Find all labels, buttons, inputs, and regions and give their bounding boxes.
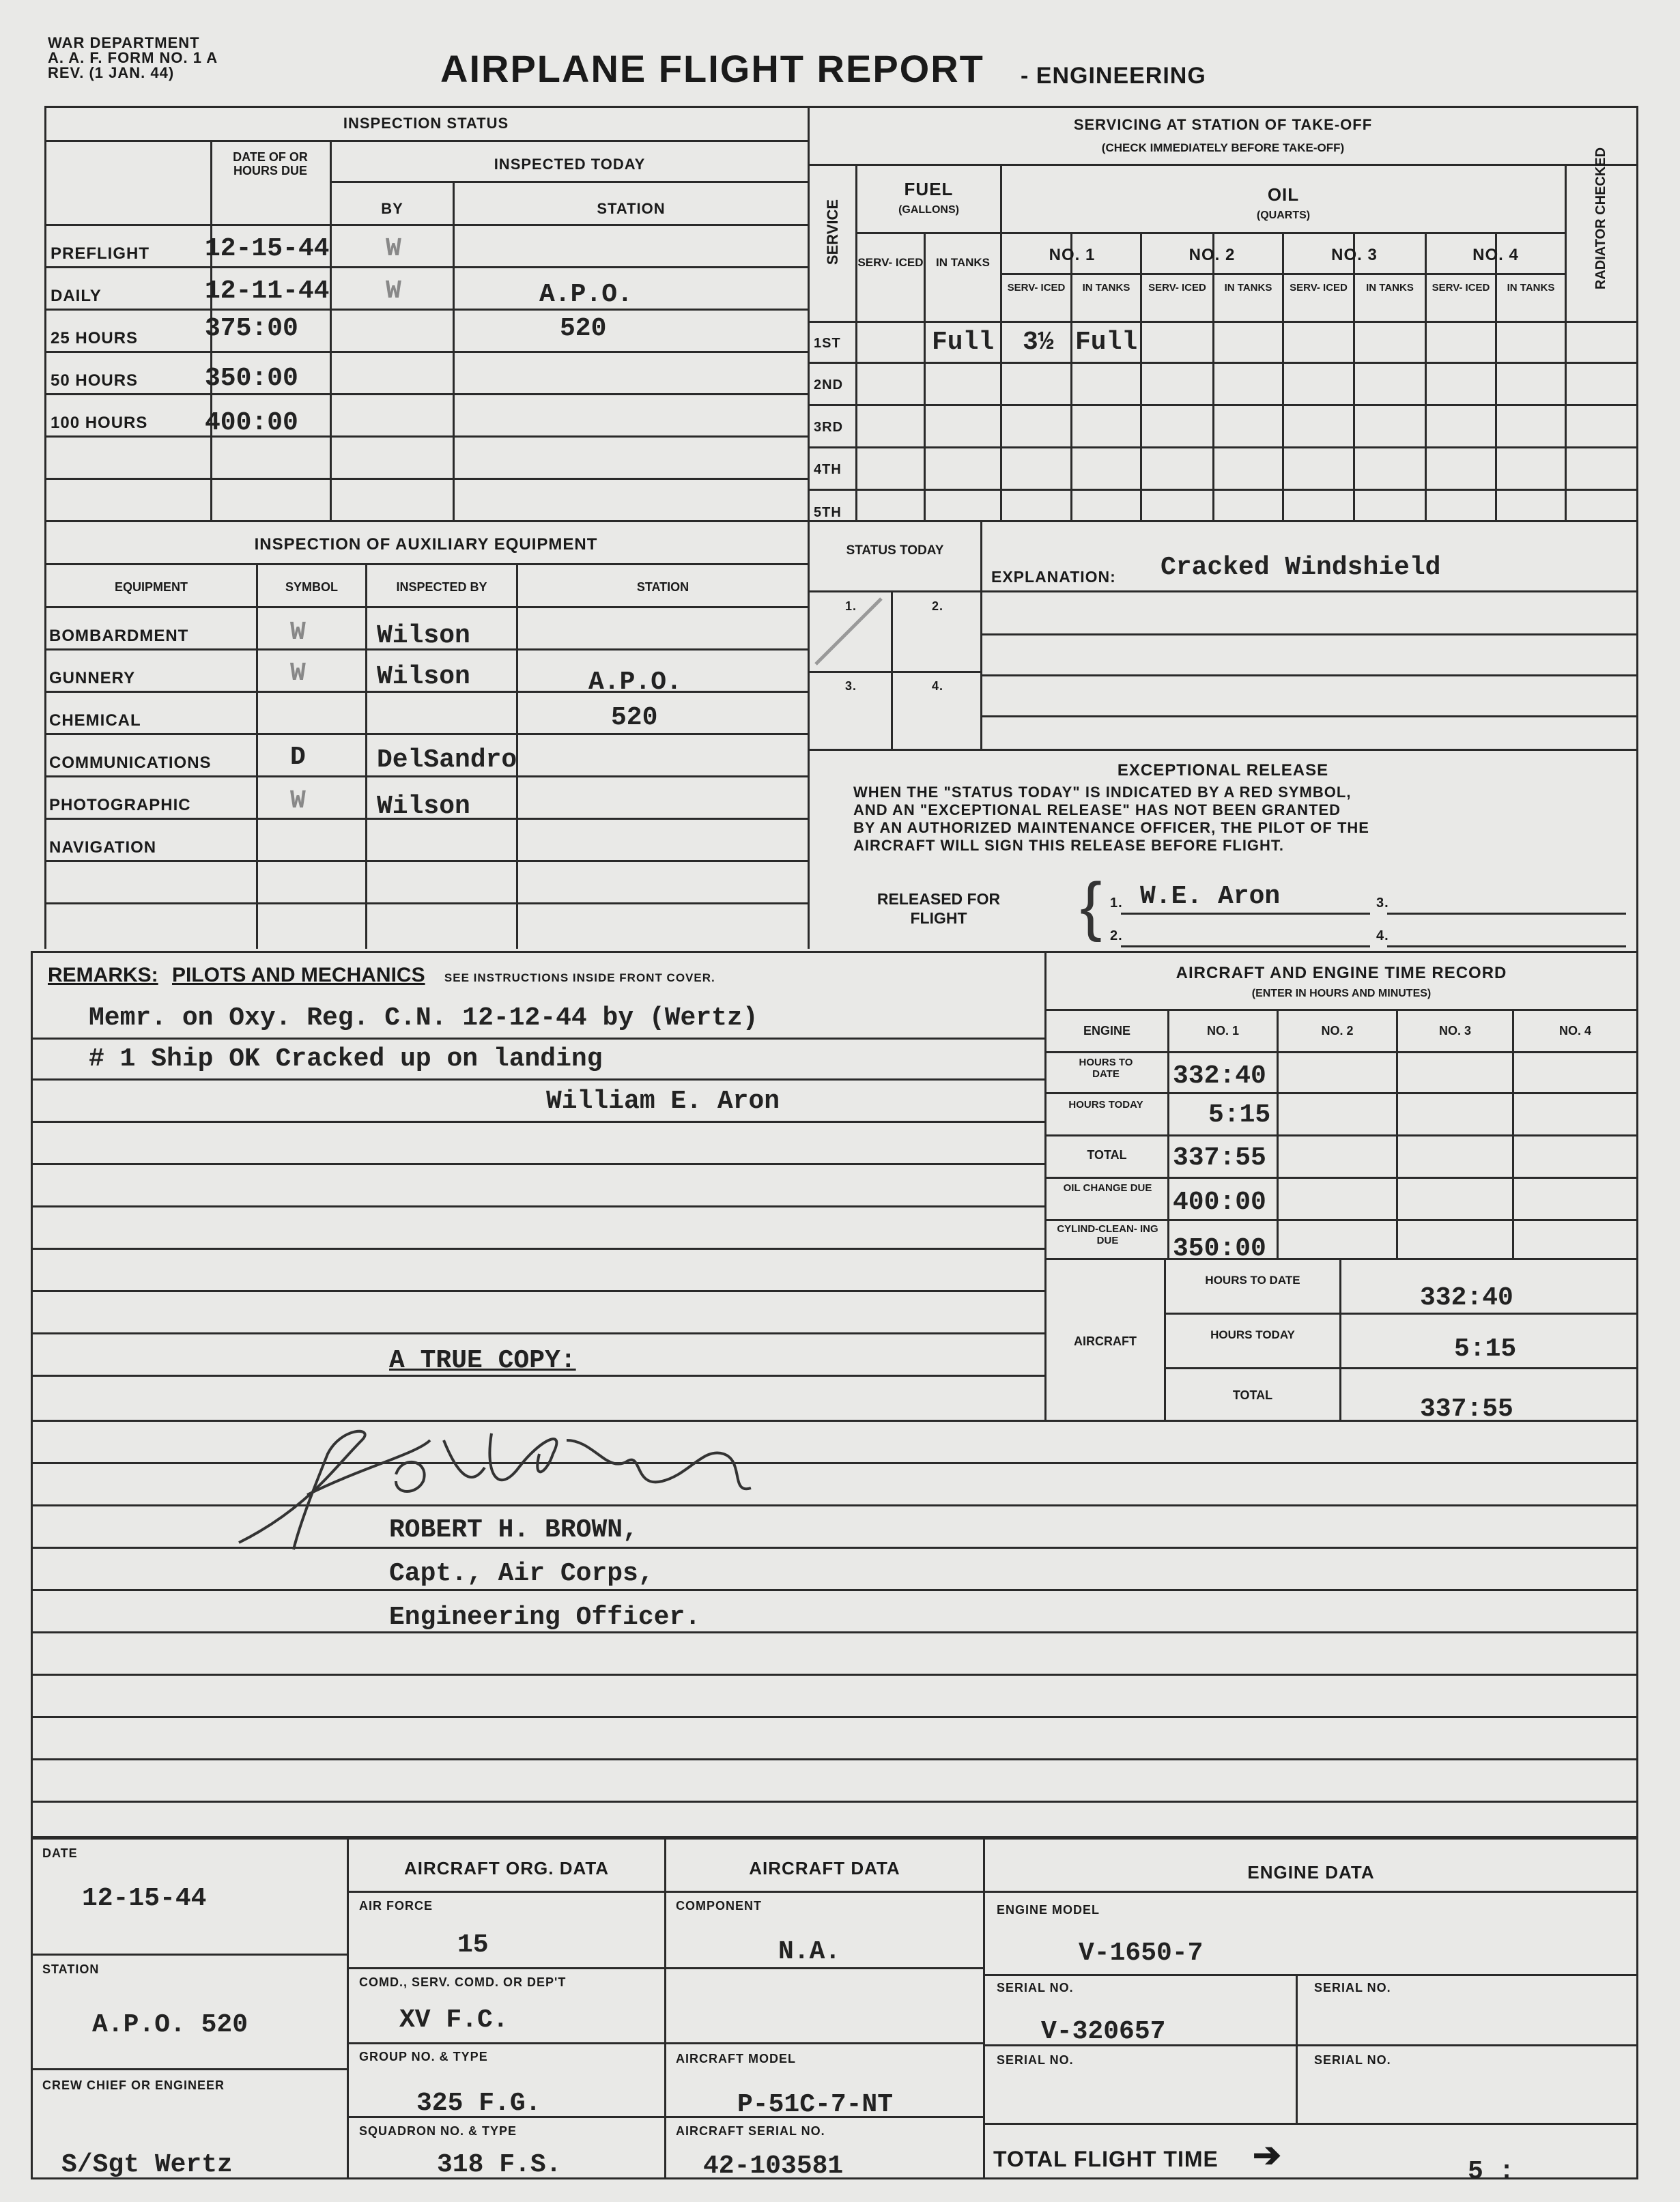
ac-hours-to-date: 332:40 bbox=[1420, 1283, 1513, 1313]
date-label: DATE bbox=[42, 1846, 78, 1860]
release-num-1: 1. bbox=[1110, 896, 1123, 911]
page-subtitle: - ENGINEERING bbox=[1021, 63, 1206, 89]
arrow-right-icon: ➔ bbox=[1253, 2136, 1281, 2174]
time-record-subtitle: (ENTER IN HOURS AND MINUTES) bbox=[1251, 988, 1432, 999]
group-value: 325 F.G. bbox=[416, 2089, 541, 2118]
er-line-3: BY AN AUTHORIZED MAINTENANCE OFFICER, THE PILOT OF THE bbox=[853, 819, 1369, 836]
total-flight-time-label: TOTAL FLIGHT TIME bbox=[993, 2147, 1219, 2171]
command-label: COMD., SERV. COMD. OR DEP'T bbox=[359, 1975, 567, 1989]
col-no4: NO. 4 bbox=[1558, 1024, 1591, 1038]
engine-model-value: V-1650-7 bbox=[1079, 1939, 1204, 1968]
row-100-hours: 100 HOURS bbox=[51, 414, 148, 432]
oil1-serviced-1st: 3½ bbox=[1023, 328, 1054, 357]
oil4-in-tanks-h: IN TANKS bbox=[1507, 282, 1555, 294]
oil-label: OIL bbox=[1267, 184, 1300, 205]
aircraft-data-title: AIRCRAFT DATA bbox=[749, 1858, 900, 1878]
fuel-unit: (GALLONS) bbox=[898, 204, 959, 216]
status-box-2: 2. bbox=[932, 599, 944, 613]
tr-oil-change: OIL CHANGE DUE bbox=[1063, 1182, 1152, 1194]
aircraft-time-label: AIRCRAFT bbox=[1074, 1334, 1137, 1348]
col-aux-station: STATION bbox=[636, 580, 689, 594]
daily-station: A.P.O. bbox=[539, 280, 633, 309]
engine-data-title: ENGINE DATA bbox=[1247, 1862, 1375, 1883]
tr-no1-hours-to-date: 332:40 bbox=[1173, 1061, 1266, 1091]
row-5th: 5TH bbox=[814, 505, 842, 520]
ac-hours-today-label: HOURS TODAY bbox=[1210, 1328, 1295, 1341]
crew-label: CREW CHIEF OR ENGINEER bbox=[42, 2078, 225, 2092]
ac-total: 337:55 bbox=[1420, 1395, 1513, 1424]
released-for-flight-label bbox=[846, 889, 1031, 928]
engine-serial-label-1: SERIAL NO. bbox=[997, 1981, 1074, 1994]
component-value: N.A. bbox=[778, 1937, 841, 1967]
oil1-serviced-h: SERV- ICED bbox=[1007, 282, 1066, 294]
officer-name: ROBERT H. BROWN, bbox=[389, 1515, 638, 1545]
oil-no-2: NO. 2 bbox=[1188, 246, 1236, 264]
aircraft-serial-value: 42-103581 bbox=[703, 2151, 844, 2181]
col-inspected-by: INSPECTED BY bbox=[396, 580, 487, 594]
servicing-title: SERVICING AT STATION OF TAKE-OFF bbox=[1073, 116, 1373, 133]
preflight-by: W bbox=[386, 234, 401, 263]
fuel-in-tanks: IN TANKS bbox=[935, 256, 990, 269]
er-line-4: AIRCRAFT WILL SIGN THIS RELEASE BEFORE FLIGHT. bbox=[853, 837, 1285, 854]
tr-total: TOTAL bbox=[1087, 1148, 1127, 1162]
eq-bombardment: BOMBARDMENT bbox=[49, 627, 189, 645]
aircraft-serial-label: AIRCRAFT SERIAL NO. bbox=[676, 2124, 825, 2138]
bomb-by: Wilson bbox=[377, 621, 470, 650]
oil4-serviced-h: SERV- ICED bbox=[1432, 282, 1490, 294]
status-box-1: 1. bbox=[845, 599, 857, 613]
25-hours-due: 375:00 bbox=[205, 314, 298, 343]
col-date-header: DATE OF OR HOURS DUE bbox=[233, 150, 308, 177]
remarks-line-3: William E. Aron bbox=[546, 1087, 780, 1116]
crew-value: S/Sgt Wertz bbox=[61, 2150, 233, 2179]
true-copy: A TRUE COPY: bbox=[389, 1346, 576, 1375]
ac-total-label: TOTAL bbox=[1232, 1388, 1273, 1402]
col-inspected-today: INSPECTED TODAY bbox=[494, 156, 646, 173]
col-by: BY bbox=[381, 200, 403, 217]
row-1st: 1ST bbox=[814, 336, 841, 351]
col-engine: ENGINE bbox=[1083, 1024, 1130, 1038]
exceptional-release-text bbox=[853, 784, 1369, 855]
group-label: GROUP NO. & TYPE bbox=[359, 2050, 488, 2063]
tr-no1-total: 337:55 bbox=[1173, 1143, 1266, 1173]
eq-chemical: CHEMICAL bbox=[49, 711, 141, 730]
oil-no-1: NO. 1 bbox=[1049, 246, 1096, 264]
status-box-3: 3. bbox=[845, 679, 857, 693]
col-no3: NO. 3 bbox=[1438, 1024, 1471, 1038]
tr-no1-cyl-clean: 350:00 bbox=[1173, 1234, 1266, 1263]
dept-line-1: WAR DEPARTMENT bbox=[48, 34, 200, 51]
dept-line-2: A. A. F. FORM NO. 1 A bbox=[48, 49, 218, 66]
oil3-in-tanks-h: IN TANKS bbox=[1366, 282, 1414, 294]
station-label: STATION bbox=[42, 1962, 100, 1976]
comm-symbol: D bbox=[290, 743, 306, 772]
row-25-hours: 25 HOURS bbox=[51, 329, 139, 347]
100-hours-due: 400:00 bbox=[205, 408, 298, 438]
daily-due: 12-11-44 bbox=[205, 276, 330, 306]
engine-serial-value: V-320657 bbox=[1041, 2017, 1166, 2046]
tr-hours-today: HOURS TODAY bbox=[1068, 1099, 1143, 1111]
status-today-title: STATUS TODAY bbox=[846, 543, 944, 558]
component-label: COMPONENT bbox=[676, 1899, 762, 1913]
explanation-value: Cracked Windshield bbox=[1161, 553, 1441, 582]
air-force-value: 15 bbox=[457, 1930, 489, 1960]
oil1-in-tanks-h: IN TANKS bbox=[1082, 282, 1130, 294]
remarks-label bbox=[48, 964, 715, 987]
remarks-line-1: Memr. on Oxy. Reg. C.N. 12-12-44 by (Wertz) bbox=[89, 1003, 758, 1033]
oil1-in-tanks-1st: Full bbox=[1075, 328, 1138, 357]
aux-title: INSPECTION OF AUXILIARY EQUIPMENT bbox=[254, 535, 598, 554]
gun-station: A.P.O. bbox=[588, 668, 682, 697]
tr-hours-to-date: HOURS TO DATE bbox=[1079, 1057, 1133, 1080]
servicing-subtitle: (CHECK IMMEDIATELY BEFORE TAKE-OFF) bbox=[1101, 141, 1345, 154]
explanation-label: EXPLANATION: bbox=[991, 568, 1116, 586]
bomb-symbol: W bbox=[290, 618, 306, 647]
squadron-value: 318 F.S. bbox=[437, 2150, 562, 2179]
station-value: A.P.O. 520 bbox=[92, 2010, 248, 2040]
25-hours-station: 520 bbox=[560, 314, 607, 343]
chem-station: 520 bbox=[611, 703, 658, 732]
gun-symbol: W bbox=[290, 659, 306, 688]
col-symbol: SYMBOL bbox=[285, 580, 338, 594]
col-no1: NO. 1 bbox=[1206, 1024, 1239, 1038]
fuel-label: FUEL bbox=[904, 179, 954, 199]
service-label: SERVICE bbox=[824, 199, 841, 266]
comm-by: DelSandro bbox=[377, 745, 517, 775]
org-data-title: AIRCRAFT ORG. DATA bbox=[403, 1858, 610, 1878]
page-title: AIRPLANE FLIGHT REPORT bbox=[440, 47, 984, 90]
release-brace: { bbox=[1080, 870, 1102, 943]
release-num-2: 2. bbox=[1110, 928, 1123, 943]
remarks-instructions: SEE INSTRUCTIONS INSIDE FRONT COVER. bbox=[444, 971, 715, 984]
fuel-in-tanks-1st: Full bbox=[932, 328, 995, 357]
inspection-status-title: INSPECTION STATUS bbox=[343, 115, 509, 132]
exceptional-release-title: EXCEPTIONAL RELEASE bbox=[1117, 761, 1329, 780]
row-preflight: PREFLIGHT bbox=[51, 244, 150, 263]
er-line-2: AND AN "EXCEPTIONAL RELEASE" HAS NOT BEEN GRANTED bbox=[853, 801, 1341, 818]
dept-line-3: REV. (1 JAN. 44) bbox=[48, 64, 175, 81]
engine-serial-label-4: SERIAL NO. bbox=[1314, 2053, 1391, 2067]
tr-no1-oil-change: 400:00 bbox=[1173, 1188, 1266, 1217]
remarks-title: REMARKS: bbox=[48, 964, 158, 986]
row-daily: DAILY bbox=[51, 287, 102, 305]
remarks-line-2: # 1 Ship OK Cracked up on landing bbox=[89, 1044, 603, 1074]
air-force-label: AIR FORCE bbox=[359, 1899, 433, 1913]
50-hours-due: 350:00 bbox=[205, 364, 298, 393]
col-station: STATION bbox=[597, 200, 666, 217]
oil3-serviced-h: SERV- ICED bbox=[1290, 282, 1348, 294]
fuel-serviced: SERV- ICED bbox=[857, 256, 924, 269]
total-flight-time-value: 5 : bbox=[1468, 2157, 1515, 2186]
time-record-title: AIRCRAFT AND ENGINE TIME RECORD bbox=[1176, 964, 1507, 982]
row-4th: 4TH bbox=[814, 462, 842, 477]
eq-photographic: PHOTOGRAPHIC bbox=[49, 796, 191, 814]
preflight-due: 12-15-44 bbox=[205, 234, 330, 263]
engine-model-label: ENGINE MODEL bbox=[997, 1903, 1100, 1917]
tr-no1-hours-today: 5:15 bbox=[1208, 1100, 1271, 1130]
released-label-1: RELEASED FOR bbox=[877, 890, 1001, 908]
engine-serial-label-2: SERIAL NO. bbox=[1314, 1981, 1391, 1994]
oil-no-4: NO. 4 bbox=[1472, 246, 1519, 264]
officer-title: Engineering Officer. bbox=[389, 1603, 701, 1632]
er-line-1: WHEN THE "STATUS TODAY" IS INDICATED BY A RED SYMBOL, bbox=[853, 784, 1352, 801]
status-slash-mark bbox=[808, 590, 891, 671]
eq-communications: COMMUNICATIONS bbox=[49, 754, 212, 772]
row-3rd: 3RD bbox=[814, 420, 844, 435]
officer-rank: Capt., Air Corps, bbox=[389, 1559, 654, 1588]
oil2-serviced-h: SERV- ICED bbox=[1148, 282, 1206, 294]
gun-by: Wilson bbox=[377, 662, 470, 691]
eq-navigation: NAVIGATION bbox=[49, 838, 157, 857]
form-dept bbox=[48, 35, 218, 81]
remarks-subtitle: PILOTS AND MECHANICS bbox=[172, 964, 425, 986]
radiator-label: RADIATOR CHECKED bbox=[1593, 147, 1608, 290]
col-no2: NO. 2 bbox=[1321, 1024, 1354, 1038]
release-num-3: 3. bbox=[1376, 896, 1389, 911]
release-signer-1: W.E. Aron bbox=[1140, 882, 1281, 911]
eq-gunnery: GUNNERY bbox=[49, 669, 136, 687]
engine-serial-label-3: SERIAL NO. bbox=[997, 2053, 1074, 2067]
photo-by: Wilson bbox=[377, 792, 470, 821]
row-50-hours: 50 HOURS bbox=[51, 371, 139, 390]
aircraft-model-value: P-51C-7-NT bbox=[737, 2090, 894, 2119]
release-num-4: 4. bbox=[1376, 928, 1389, 943]
date-value: 12-15-44 bbox=[82, 1884, 207, 1913]
squadron-label: SQUADRON NO. & TYPE bbox=[359, 2124, 517, 2138]
row-2nd: 2ND bbox=[814, 377, 844, 392]
released-label-2: FLIGHT bbox=[910, 909, 967, 927]
command-value: XV F.C. bbox=[399, 2005, 509, 2035]
col-equipment: EQUIPMENT bbox=[114, 580, 188, 594]
ac-hours-to-date-label: HOURS TO DATE bbox=[1205, 1274, 1300, 1287]
status-box-4: 4. bbox=[932, 679, 944, 693]
tr-cyl-clean: CYLIND-CLEAN- ING DUE bbox=[1057, 1223, 1158, 1246]
aircraft-model-label: AIRCRAFT MODEL bbox=[676, 2052, 796, 2065]
oil2-in-tanks-h: IN TANKS bbox=[1224, 282, 1272, 294]
oil-no-3: NO. 3 bbox=[1331, 246, 1378, 264]
oil-unit: (QUARTS) bbox=[1256, 210, 1311, 221]
photo-symbol: W bbox=[290, 786, 306, 816]
daily-by: W bbox=[386, 276, 401, 306]
ac-hours-today: 5:15 bbox=[1454, 1334, 1517, 1364]
